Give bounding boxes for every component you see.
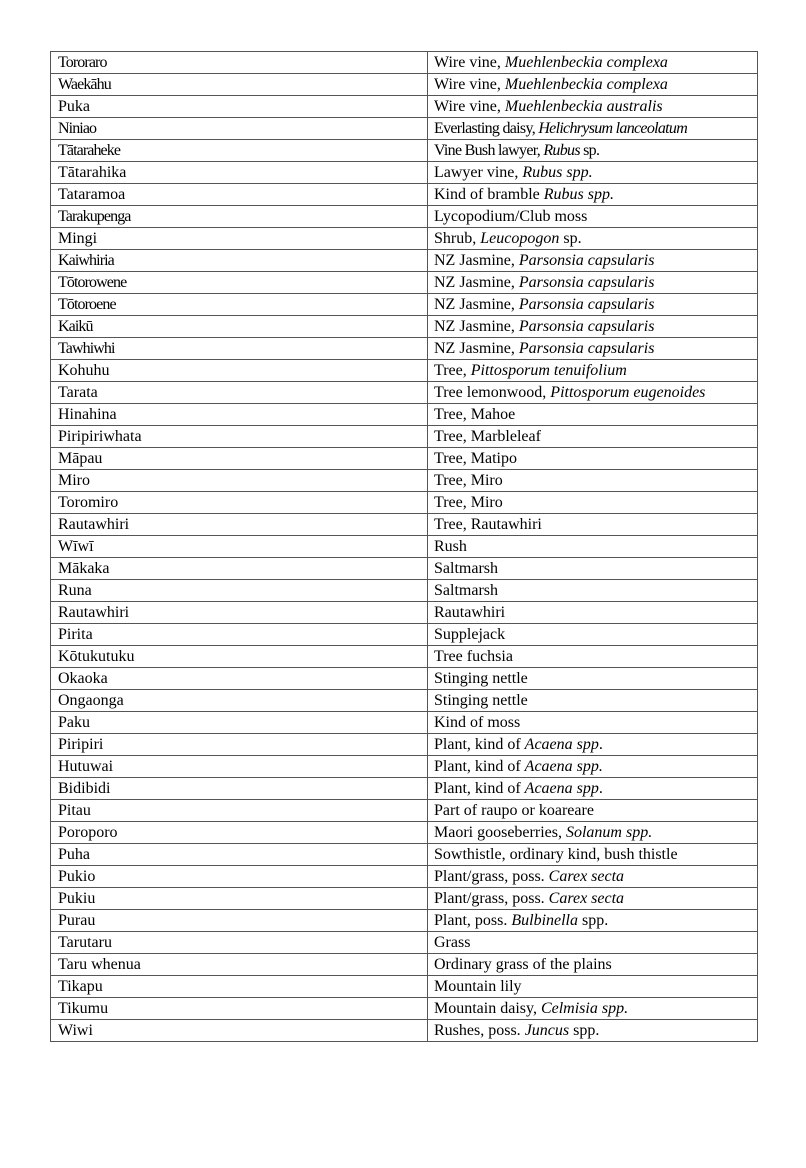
description-text: Wire vine,	[434, 54, 505, 71]
table-row	[51, 162, 758, 184]
table-row	[51, 778, 758, 800]
maori-name-cell: Paku	[51, 712, 428, 734]
description-text: Kind of bramble	[434, 186, 544, 203]
description-cell	[428, 888, 758, 910]
description-cell	[428, 646, 758, 668]
maori-name-cell: Tarutaru	[51, 932, 428, 954]
description-cell	[428, 338, 758, 360]
description-cell	[428, 756, 758, 778]
scientific-name: Muehlenbeckia complexa	[504, 76, 668, 93]
scientific-name: Juncus	[524, 1022, 570, 1039]
maori-name-cell: Tarakupenga	[51, 206, 428, 228]
table-row	[51, 228, 758, 250]
description-text: Mountain lily	[434, 978, 522, 995]
description-text: Plant/grass, poss.	[434, 868, 549, 885]
table-row	[51, 338, 758, 360]
scientific-name: Carex secta	[548, 890, 625, 907]
table-row	[51, 1020, 758, 1042]
table-row	[51, 954, 758, 976]
description-text: Stinging nettle	[434, 670, 528, 687]
description-cell	[428, 712, 758, 734]
description-text: Plant/grass, poss.	[434, 890, 549, 907]
table-row	[51, 140, 758, 162]
table-row	[51, 712, 758, 734]
maori-name-cell: Tawhiwhi	[51, 338, 428, 360]
table-row	[51, 734, 758, 756]
maori-name-cell: Puka	[51, 96, 428, 118]
description-text: Tree, Matipo	[434, 450, 517, 467]
scientific-name: Parsonsia capsularis	[518, 296, 655, 313]
scientific-name: Rubus spp.	[543, 186, 614, 203]
table-row	[51, 800, 758, 822]
description-cell	[428, 1020, 758, 1042]
table-row	[51, 492, 758, 514]
description-text: Part of raupo or koareare	[434, 802, 594, 819]
description-cell	[428, 74, 758, 96]
description-cell	[428, 822, 758, 844]
description-cell	[428, 536, 758, 558]
table-row	[51, 580, 758, 602]
description-text: Everlasting daisy,	[434, 120, 539, 137]
table-row	[51, 822, 758, 844]
table-row	[51, 118, 758, 140]
description-cell	[428, 426, 758, 448]
scientific-name: Carex secta	[548, 868, 625, 885]
maori-name-cell: Pukio	[51, 866, 428, 888]
maori-name-cell: Waekāhu	[51, 74, 428, 96]
maori-name-cell: Māpau	[51, 448, 428, 470]
maori-name-cell: Tōtoroene	[51, 294, 428, 316]
maori-name-cell: Toromiro	[51, 492, 428, 514]
scientific-name: Pittosporum eugenoides	[550, 384, 706, 401]
maori-name-cell: Pirita	[51, 624, 428, 646]
scientific-name: Pittosporum tenuifolium	[470, 362, 627, 379]
table-row	[51, 96, 758, 118]
description-text: Plant, kind of	[434, 758, 525, 775]
description-text: spp.	[578, 912, 609, 929]
description-text: Lycopodium/Club moss	[434, 208, 588, 225]
description-cell	[428, 602, 758, 624]
description-cell	[428, 514, 758, 536]
table-row	[51, 888, 758, 910]
table-row	[51, 690, 758, 712]
description-text: Tree, Miro	[434, 494, 503, 511]
scientific-name: Bulbinella	[511, 912, 578, 929]
description-text: Grass	[434, 934, 471, 951]
description-cell	[428, 96, 758, 118]
description-text: NZ Jasmine,	[434, 274, 519, 291]
description-text: Vine Bush lawyer,	[434, 142, 544, 159]
table-row	[51, 294, 758, 316]
description-cell	[428, 954, 758, 976]
description-cell	[428, 294, 758, 316]
maori-name-cell: Runa	[51, 580, 428, 602]
maori-name-cell: Tororaro	[51, 52, 428, 74]
maori-name-cell: Tikapu	[51, 976, 428, 998]
maori-name-cell: Hutuwai	[51, 756, 428, 778]
table-row	[51, 272, 758, 294]
table-row	[51, 756, 758, 778]
maori-name-cell: Miro	[51, 470, 428, 492]
description-text: Plant, poss.	[434, 912, 512, 929]
description-text: Mountain daisy,	[434, 1000, 541, 1017]
table-row	[51, 646, 758, 668]
maori-name-cell: Kaikū	[51, 316, 428, 338]
description-text: Stinging nettle	[434, 692, 528, 709]
scientific-name: Rubus	[543, 142, 580, 159]
description-text: Rushes, poss.	[434, 1022, 525, 1039]
description-cell	[428, 690, 758, 712]
table-row	[51, 250, 758, 272]
table-row	[51, 998, 758, 1020]
scientific-name: Parsonsia capsularis	[518, 340, 655, 357]
description-cell	[428, 910, 758, 932]
table-row	[51, 206, 758, 228]
maori-name-cell: Hinahina	[51, 404, 428, 426]
description-cell	[428, 228, 758, 250]
maori-name-cell: Niniao	[51, 118, 428, 140]
plant-names-table	[50, 51, 758, 1042]
description-cell	[428, 404, 758, 426]
description-text: Supplejack	[434, 626, 506, 643]
table-row	[51, 932, 758, 954]
description-cell	[428, 580, 758, 602]
description-cell	[428, 800, 758, 822]
description-cell	[428, 778, 758, 800]
description-text: Tree,	[434, 362, 471, 379]
table-row	[51, 52, 758, 74]
description-cell	[428, 844, 758, 866]
description-cell	[428, 316, 758, 338]
maori-name-cell: Bidibidi	[51, 778, 428, 800]
description-cell	[428, 624, 758, 646]
description-text: Tree, Marbleleaf	[434, 428, 541, 445]
scientific-name: Acaena spp	[524, 780, 599, 797]
plant-names-table-body	[51, 52, 758, 1042]
description-cell	[428, 250, 758, 272]
description-text: Plant, kind of	[434, 736, 525, 753]
maori-name-cell: Wīwī	[51, 536, 428, 558]
description-text: Shrub,	[434, 230, 481, 247]
maori-name-cell: Tōtorowene	[51, 272, 428, 294]
description-text: Tree fuchsia	[434, 648, 513, 665]
description-cell	[428, 734, 758, 756]
description-text: Saltmarsh	[434, 560, 498, 577]
table-row	[51, 404, 758, 426]
description-cell	[428, 470, 758, 492]
maori-name-cell: Rautawhiri	[51, 514, 428, 536]
maori-name-cell: Puha	[51, 844, 428, 866]
table-row	[51, 624, 758, 646]
description-cell	[428, 448, 758, 470]
description-cell	[428, 382, 758, 404]
scientific-name: Acaena spp	[524, 736, 599, 753]
description-text: Wire vine,	[434, 76, 505, 93]
maori-name-cell: Tarata	[51, 382, 428, 404]
description-cell	[428, 360, 758, 382]
description-text: NZ Jasmine,	[434, 318, 519, 335]
maori-name-cell: Piripiri	[51, 734, 428, 756]
description-text: NZ Jasmine,	[434, 296, 519, 313]
maori-name-cell: Purau	[51, 910, 428, 932]
description-text: Ordinary grass of the plains	[434, 956, 612, 973]
description-text: Sowthistle, ordinary kind, bush thistle	[434, 846, 678, 863]
maori-name-cell: Pitau	[51, 800, 428, 822]
description-cell	[428, 998, 758, 1020]
description-text: Tree, Rautawhiri	[434, 516, 542, 533]
table-row	[51, 866, 758, 888]
scientific-name: Leucopogon	[480, 230, 560, 247]
description-text: Kind of moss	[434, 714, 521, 731]
description-cell	[428, 976, 758, 998]
maori-name-cell: Kohuhu	[51, 360, 428, 382]
description-text: NZ Jasmine,	[434, 340, 519, 357]
scientific-name: Acaena spp.	[524, 758, 603, 775]
description-cell	[428, 866, 758, 888]
description-text: Maori gooseberries,	[434, 824, 566, 841]
description-text: Tree lemonwood,	[434, 384, 551, 401]
description-text: Tree, Miro	[434, 472, 503, 489]
maori-name-cell: Mingi	[51, 228, 428, 250]
description-text: Tree, Mahoe	[434, 406, 516, 423]
scientific-name: Celmisia spp.	[540, 1000, 629, 1017]
description-text: sp.	[579, 142, 600, 159]
table-row	[51, 558, 758, 580]
maori-name-cell: Kaiwhiria	[51, 250, 428, 272]
description-cell	[428, 668, 758, 690]
table-row	[51, 602, 758, 624]
scientific-name: Helichrysum lanceolatum	[538, 120, 688, 137]
table-row	[51, 976, 758, 998]
description-text: spp.	[569, 1022, 600, 1039]
scientific-name: Muehlenbeckia australis	[504, 98, 663, 115]
description-cell	[428, 932, 758, 954]
description-cell	[428, 184, 758, 206]
scientific-name: Parsonsia capsularis	[518, 274, 655, 291]
description-text: .	[598, 736, 603, 753]
maori-name-cell: Mākaka	[51, 558, 428, 580]
description-cell	[428, 206, 758, 228]
table-row	[51, 844, 758, 866]
maori-name-cell: Taru whenua	[51, 954, 428, 976]
description-text: Rautawhiri	[434, 604, 506, 621]
table-row	[51, 316, 758, 338]
scientific-name: Solanum spp.	[565, 824, 653, 841]
maori-name-cell: Wiwi	[51, 1020, 428, 1042]
maori-name-cell: Pukiu	[51, 888, 428, 910]
table-row	[51, 448, 758, 470]
scientific-name: Rubus spp.	[522, 164, 593, 181]
table-row	[51, 668, 758, 690]
scientific-name: Parsonsia capsularis	[518, 318, 655, 335]
table-row	[51, 514, 758, 536]
description-text: Plant, kind of	[434, 780, 525, 797]
scientific-name: Parsonsia capsularis	[518, 252, 655, 269]
scientific-name: Muehlenbeckia complexa	[504, 54, 668, 71]
maori-name-cell: Poroporo	[51, 822, 428, 844]
maori-name-cell: Piripiriwhata	[51, 426, 428, 448]
maori-name-cell: Ongaonga	[51, 690, 428, 712]
description-cell	[428, 272, 758, 294]
maori-name-cell: Rautawhiri	[51, 602, 428, 624]
maori-name-cell: Kōtukutuku	[51, 646, 428, 668]
table-row	[51, 382, 758, 404]
maori-name-cell: Tātaraheke	[51, 140, 428, 162]
description-cell	[428, 492, 758, 514]
description-text: sp.	[559, 230, 582, 247]
maori-name-cell: Tātarahika	[51, 162, 428, 184]
table-row	[51, 536, 758, 558]
table-row	[51, 426, 758, 448]
table-row	[51, 184, 758, 206]
description-cell	[428, 140, 758, 162]
description-cell	[428, 52, 758, 74]
description-cell	[428, 118, 758, 140]
description-text: Saltmarsh	[434, 582, 498, 599]
table-row	[51, 470, 758, 492]
table-row	[51, 910, 758, 932]
description-cell	[428, 558, 758, 580]
maori-name-cell: Tikumu	[51, 998, 428, 1020]
description-text: NZ Jasmine,	[434, 252, 519, 269]
maori-name-cell: Okaoka	[51, 668, 428, 690]
table-row	[51, 74, 758, 96]
description-text: Wire vine,	[434, 98, 505, 115]
description-text: Rush	[434, 538, 467, 555]
description-text: .	[598, 780, 603, 797]
table-row	[51, 360, 758, 382]
maori-name-cell: Tataramoa	[51, 184, 428, 206]
description-cell	[428, 162, 758, 184]
description-text: Lawyer vine,	[434, 164, 523, 181]
